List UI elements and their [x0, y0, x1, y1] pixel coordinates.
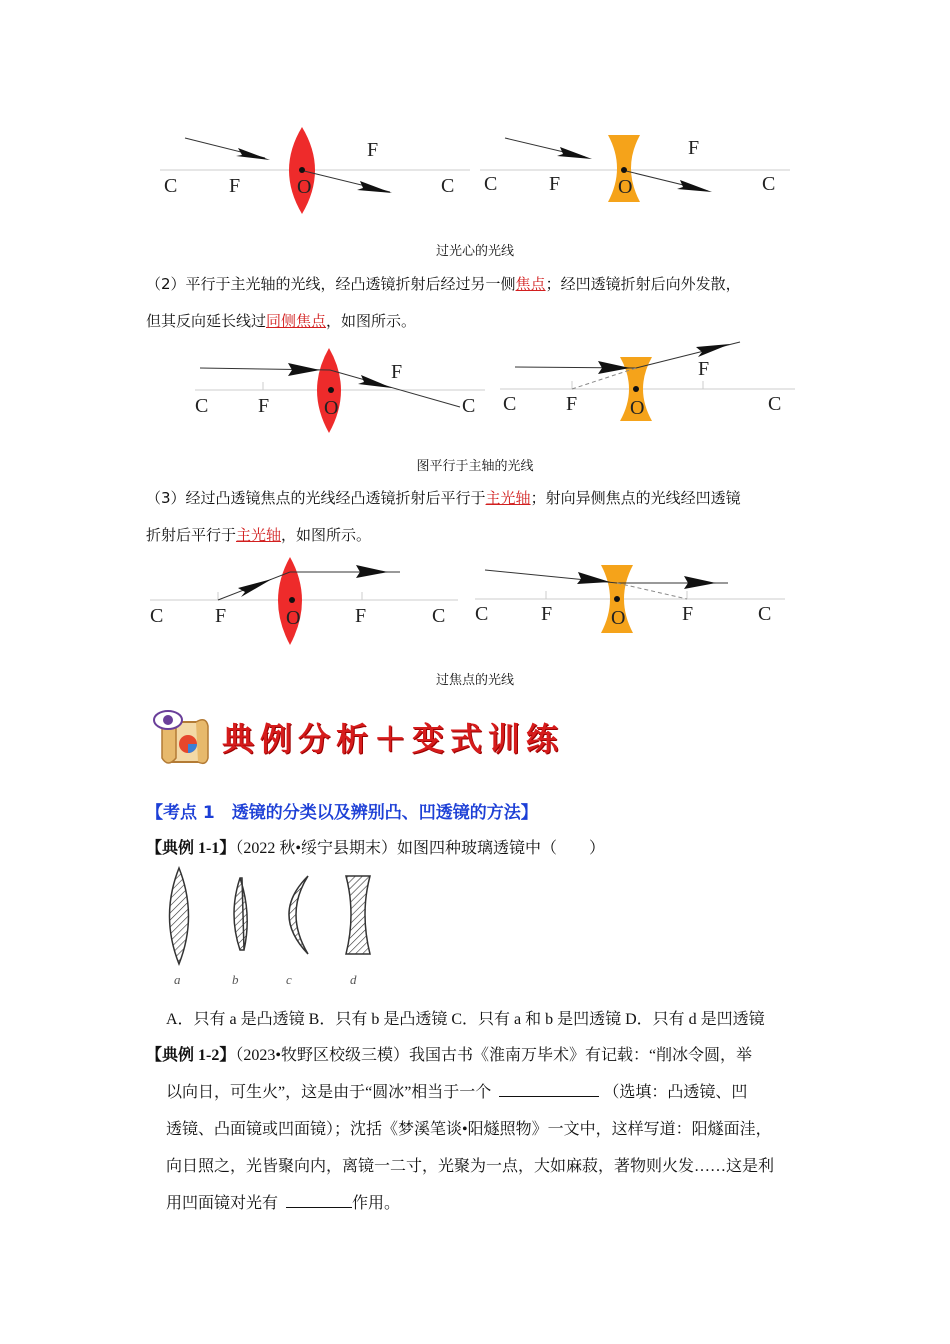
para-3-line-2: 折射后平行于主光轴，如图所示。: [146, 526, 372, 544]
label-f: F: [367, 139, 379, 161]
label-f: F: [688, 137, 700, 159]
label-f: F: [541, 603, 553, 625]
label-c: C: [762, 173, 776, 195]
label-f: F: [355, 605, 367, 627]
example-1-2-line-2: 以向日，可生火”，这是由于“圆冰”相当于一个 （选填：凸透镜、凹: [166, 1084, 748, 1101]
example-1-1-stem: 【典例 1-1】（2022 秋•绥宁县期末）如图四种玻璃透镜中（ ）: [146, 840, 605, 857]
label-c: C: [503, 393, 517, 415]
caption-focus-ray: 过焦点的光线: [435, 673, 514, 688]
label-c: C: [484, 173, 498, 195]
lens-b: [234, 878, 247, 950]
label-f: F: [682, 603, 694, 625]
label-o: O: [286, 607, 301, 629]
label-c: C: [758, 603, 772, 625]
label-f: F: [215, 605, 227, 627]
caption-parallel-ray: 图平行于主轴的光线: [416, 459, 534, 474]
label-c: C: [195, 395, 209, 417]
label-f: F: [566, 393, 578, 415]
label-c: C: [150, 605, 164, 627]
label-o: O: [630, 397, 645, 419]
answer-blank-2[interactable]: [286, 1193, 352, 1208]
label-o: O: [297, 176, 312, 198]
label-c: C: [462, 395, 476, 417]
lens-d: [346, 876, 370, 954]
lens-label-c: c: [286, 972, 292, 987]
example-1-2-line-5: 用凹面镜对光有 作用。: [166, 1195, 401, 1212]
para-3-line-1: （3）经过凸透镜焦点的光线经凸透镜折射后平行于主光轴；射向异侧焦点的光线经凹透镜: [146, 489, 741, 507]
label-f: F: [698, 358, 710, 380]
label-c: C: [441, 175, 455, 197]
label-c: C: [164, 175, 178, 197]
caption-center-ray: 过光心的光线: [435, 244, 514, 259]
para-2-line-2: 但其反向延长线过同侧焦点，如图所示。: [146, 312, 417, 330]
concave-lens-diagram-3: [475, 565, 785, 633]
convex-lens-diagram-3: [150, 557, 458, 645]
banner-title: 典例分析＋变式训练: [222, 720, 565, 758]
answer-blank-1[interactable]: [499, 1082, 599, 1097]
para-2-line-1: （2）平行于主光轴的光线，经凸透镜折射后经过另一侧焦点；经凹透镜折射后向外发散，: [146, 275, 741, 293]
section-banner: [148, 706, 568, 768]
label-f: F: [229, 175, 241, 197]
label-c: C: [475, 603, 489, 625]
label-c: C: [432, 605, 446, 627]
example-1-2-line-4: 向日照之，光皆聚向内，离镜一二寸，光聚为一点，大如麻菽，著物则火发……这是利: [166, 1158, 775, 1175]
label-o: O: [611, 607, 626, 629]
topic-1-title: 【考点 1 透镜的分类以及辨别凸、凹透镜的方法】: [146, 803, 538, 823]
lens-c: [289, 876, 308, 954]
scroll-eye-icon: [148, 706, 218, 768]
label-c: C: [768, 393, 782, 415]
lens-label-a: a: [174, 972, 181, 987]
example-1-1-options: A．只有 a 是凸透镜 B．只有 b 是凸透镜 C．只有 a 和 b 是凹透镜 D．只有 d 是凹透镜: [166, 1011, 765, 1028]
example-1-2-line-3: 透镜、凸面镜或凹面镜）；沈括《梦溪笔谈•阳燧照物》一文中，这样写道：阳燧面洼，: [166, 1121, 772, 1138]
glass-lens-figure: [160, 866, 380, 991]
lens-label-d: d: [350, 972, 357, 987]
label-f: F: [258, 395, 270, 417]
label-o: O: [618, 176, 633, 198]
label-f: F: [391, 361, 403, 383]
lens-a: [170, 868, 189, 964]
label-f: F: [549, 173, 561, 195]
label-o: O: [324, 397, 339, 419]
lens-label-b: b: [232, 972, 239, 987]
example-1-2-line-1: 【典例 1-2】（2023•牧野区校级三模）我国古书《淮南万毕术》有记载：“削冰令圆，举: [146, 1047, 753, 1064]
